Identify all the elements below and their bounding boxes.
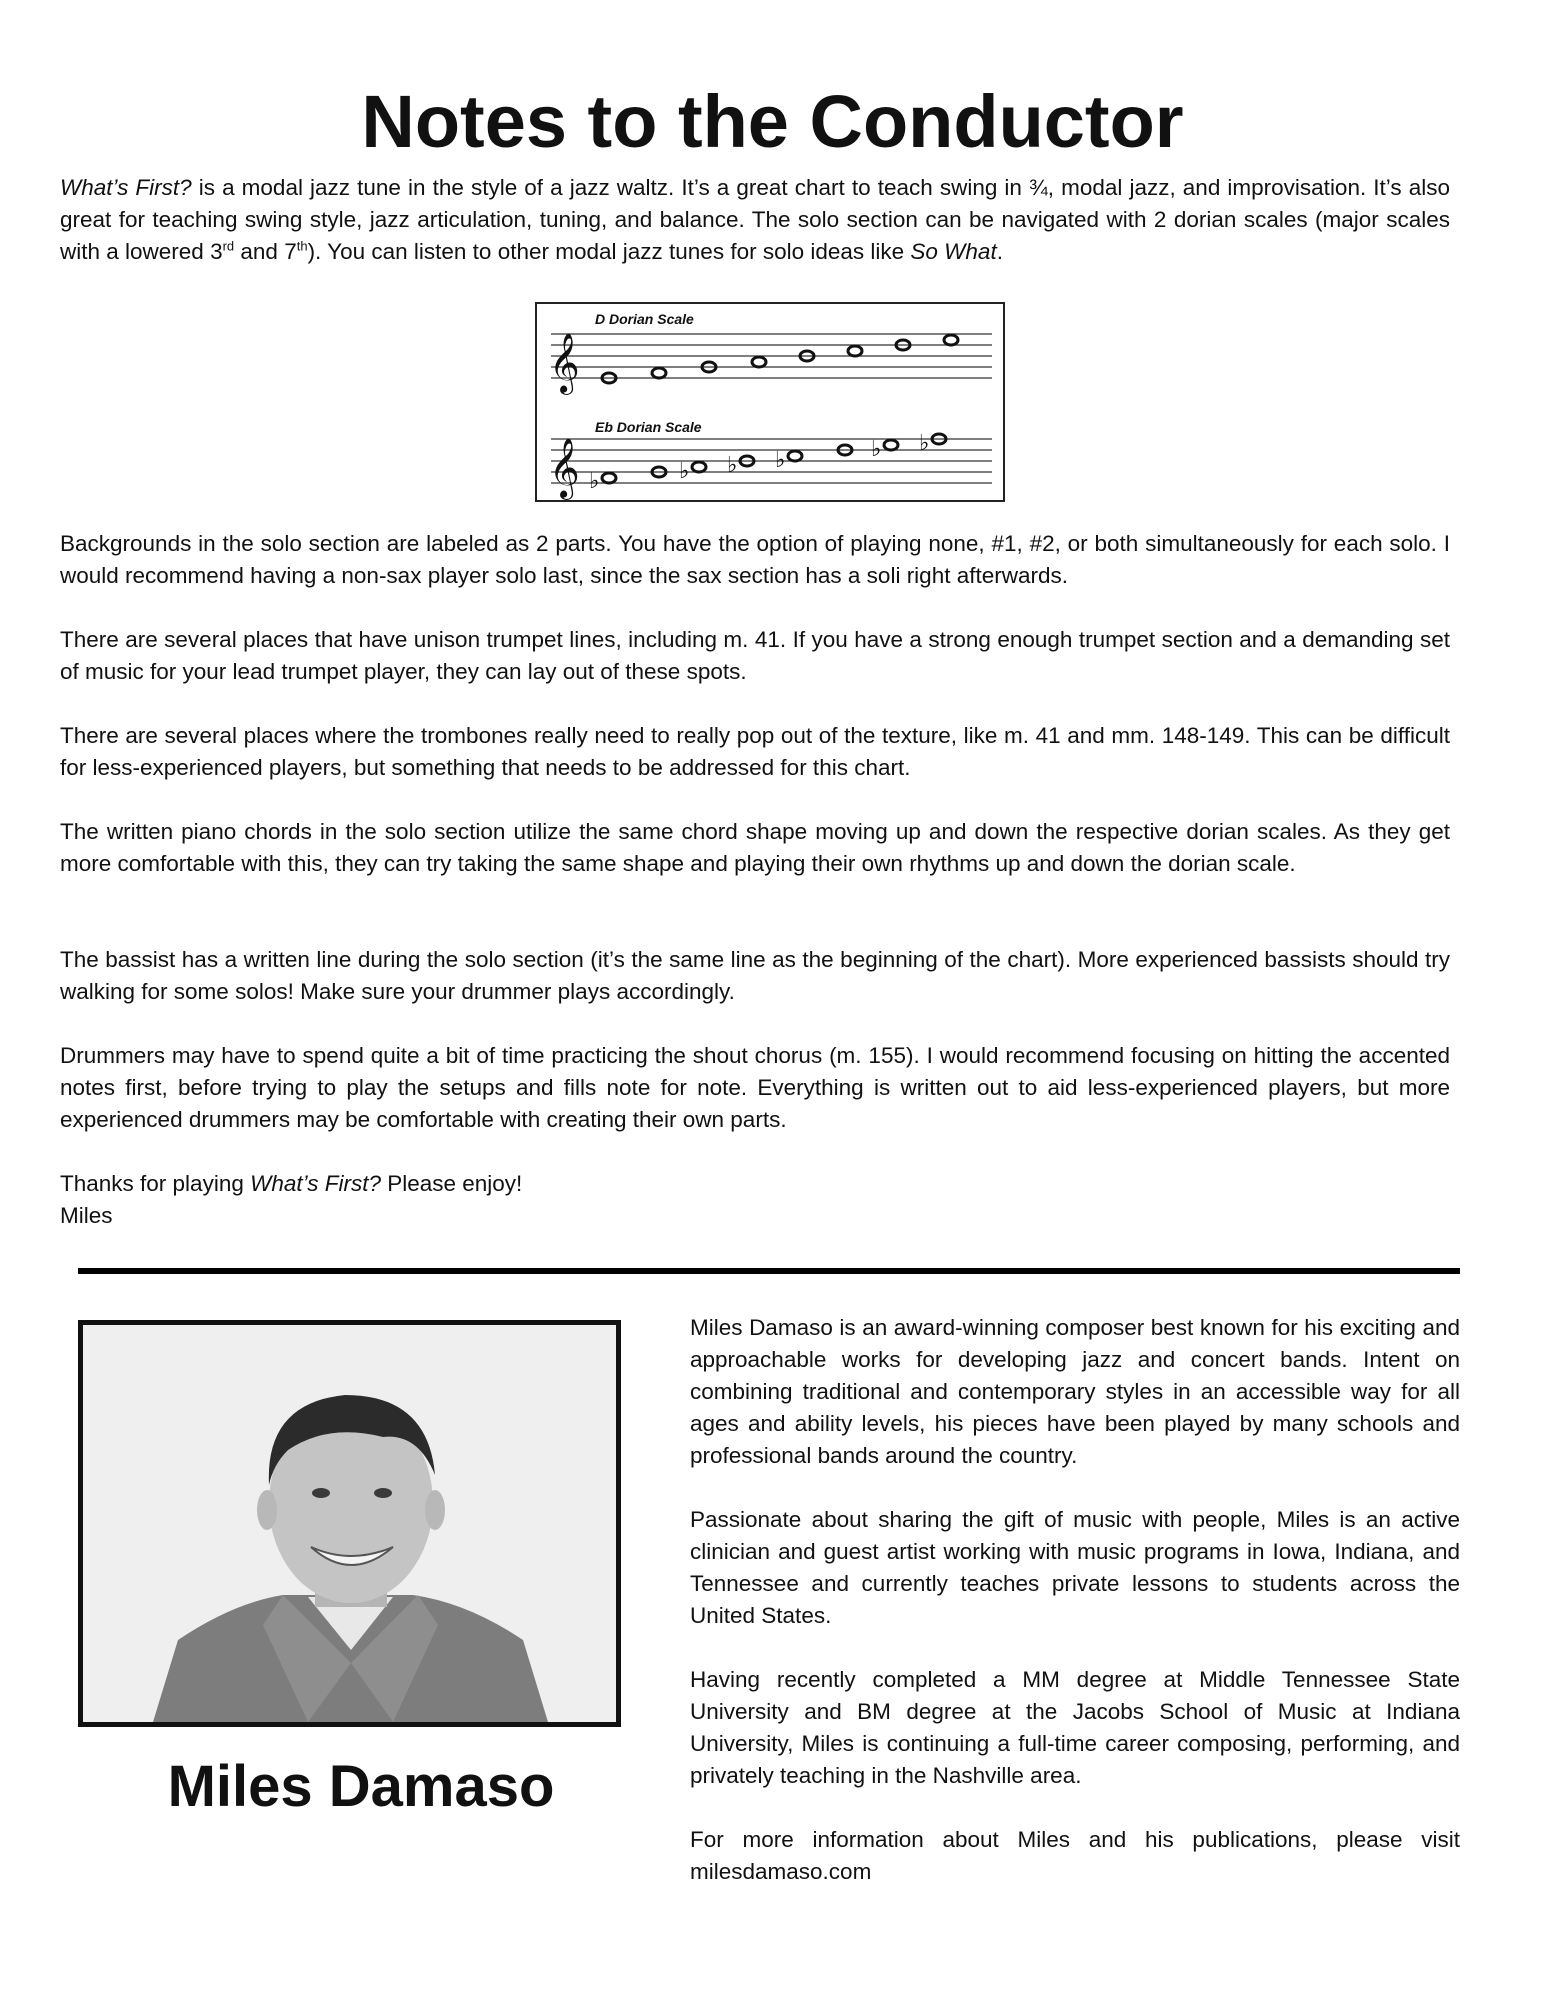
bio-paragraph-1: Miles Damaso is an award-winning composer best known for his exciting and approachable works for developing jazz and concert bands. Intent on combining traditional and contemporary styles in an accessible way for all ages and ability levels, his pieces have been played by many schools and professional bands around the country. [690, 1315, 1460, 1468]
d-dorian-notes [602, 335, 958, 383]
svg-text:♭: ♭ [871, 437, 882, 462]
piano-paragraph: The written piano chords in the solo section utilize the same chord shape moving up and down the respective dorian scales. As they get more comfortable with this, they can try taking the same shape and playing their own rhythms up and down the dorian scale. [60, 819, 1450, 876]
bio-paragraph-4: For more information about Miles and his publications, please visit milesdamaso.com [690, 1827, 1460, 1884]
trombones-paragraph: There are several places where the trombones really need to really pop out of the texture, like m. 41 and mm. 148-149. This can be difficult for less-experienced players, but something that needs to be addressed for this chart. [60, 723, 1450, 780]
treble-clef-icon: 𝄞 [549, 333, 580, 393]
closing-line: Thanks for playing What’s First? Please enjoy! [60, 1171, 523, 1196]
tune-title: What’s First? [60, 175, 192, 200]
d-dorian-staff [551, 334, 992, 378]
section-divider [78, 1268, 1460, 1274]
svg-text:♭: ♭ [775, 448, 786, 473]
intro-paragraph: What’s First? is a modal jazz tune in the style of a jazz waltz. It’s a great chart to teach swing in ¾, modal jazz, and improvisation. It’s also great for teaching swing style, jazz articulation, tuning, and balance. The solo section can be navigated with 2 dorian scales (major scales with a lowered 3rd and 7th). You can listen to other modal jazz tunes for solo ideas like So What. [60, 175, 1450, 264]
d-dorian-label: D Dorian Scale [595, 311, 694, 327]
example-tune: So What [910, 239, 997, 264]
svg-text:♭: ♭ [727, 453, 738, 478]
bio-paragraph-3: Having recently completed a MM degree at Middle Tennessee State University and BM degree at the Jacobs School of Music at Indiana University, Miles is continuing a full-time career composing, performing, and privately teaching in the Nashville area. [690, 1667, 1460, 1788]
eb-dorian-label: Eb Dorian Scale [595, 419, 702, 435]
signature: Miles [60, 1203, 113, 1228]
composer-photo [78, 1320, 621, 1727]
drums-paragraph: Drummers may have to spend quite a bit of time practicing the shout chorus (m. 155). I would recommend focusing on hitting the accented notes first, before trying to play the setups and fills note for note. Everything is written out to aid less-experienced players, but more experienced drummers may be comfortable with creating their own parts. [60, 1043, 1450, 1132]
composer-name: Miles Damaso [167, 1754, 555, 1819]
trumpet-paragraph: There are several places that have unison trumpet lines, including m. 41. If you have a strong enough trumpet section and a demanding set of music for your lead trumpet player, they can lay out of these spots. [60, 627, 1450, 684]
flat-signs [589, 431, 929, 494]
bio-paragraph-2: Passionate about sharing the gift of music with people, Miles is an active clinician and guest artist working with music programs in Iowa, Indiana, and Tennessee and currently teaches private lessons to students across the United States. [690, 1507, 1460, 1628]
dorian-scales-figure [535, 302, 1005, 502]
svg-text:♭: ♭ [589, 469, 600, 494]
bass-paragraph: The bassist has a written line during the solo section (it’s the same line as the beginning of the chart). More experienced bassists should try walking for some solos! Make sure your drummer plays accordingly. [60, 947, 1450, 1004]
page-title: Notes to the Conductor [361, 80, 1184, 163]
treble-clef-icon: 𝄞 [549, 438, 580, 498]
backgrounds-paragraph: Backgrounds in the solo section are labeled as 2 parts. You have the option of playing none, #1, #2, or both simultaneously for each solo. I would recommend having a non-sax player solo last, since the sax section has a soli right afterwards. [60, 531, 1450, 588]
svg-text:♭: ♭ [919, 431, 930, 456]
svg-text:♭: ♭ [679, 459, 690, 484]
eb-dorian-notes [602, 434, 946, 483]
tune-title: What’s First? [250, 1171, 381, 1196]
